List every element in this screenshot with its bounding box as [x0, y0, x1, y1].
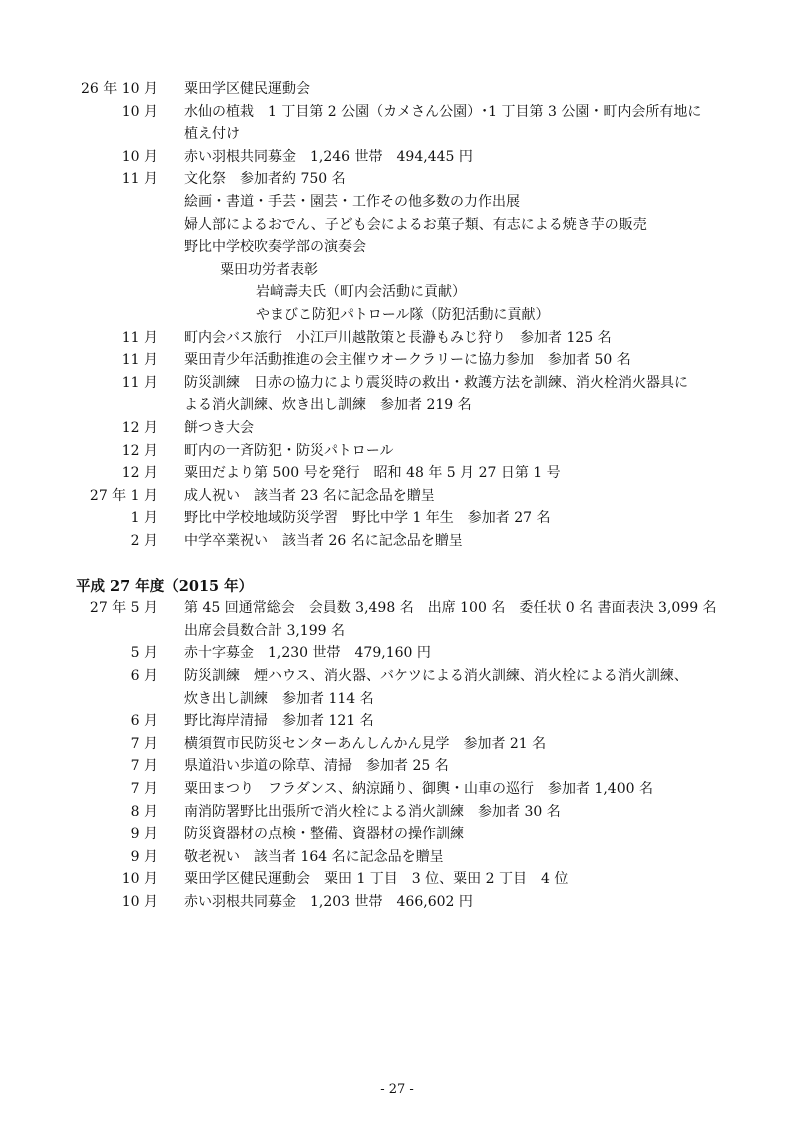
entry-date: 7 月: [130, 781, 158, 797]
entry-date: 7 月: [130, 758, 158, 775]
entry-date: 12 月: [121, 420, 158, 436]
entry-line: 粟田学区健民運動会: [184, 81, 310, 97]
entry-line: 絵画・書道・手芸・園芸・工作その他多数の力作出展: [184, 193, 520, 210]
entry-description: [184, 168, 729, 326]
entry-date: 10 月: [121, 894, 158, 910]
entry-line: 植え付け: [184, 126, 240, 143]
entry-description: [184, 755, 729, 778]
entry-date: 5 月: [130, 645, 158, 662]
entry-line: 成人祝い 該当者 23 名に記念品を贈呈: [184, 487, 435, 504]
entry-line: 水仙の植栽 1 丁目第 2 公園（カメさん公園）･1 丁目第 3 公園・町内会所有地に: [184, 103, 702, 120]
entry-line: 婦人部によるおでん、子ども会によるお菓子類、有志による焼き芋の販売: [184, 216, 647, 233]
entry-line: 第 45 回通常総会 会員数 3,498 名 出席 100 名 委任状 0 名 書面表決 3,099 名: [184, 600, 717, 617]
entry-date: 1 月: [130, 510, 158, 527]
entry-line: 南消防署野比出張所で消火栓による消火訓練 参加者 30 名: [184, 803, 561, 820]
entry-line: よる消火訓練、炊き出し訓練 参加者 219 名: [184, 397, 472, 414]
entry-line: 町内の一斉防犯・防災パトロール: [184, 442, 394, 459]
entry-description: [184, 417, 729, 440]
entry-date: 11 月: [121, 374, 158, 391]
entry-line: 敬老祝い 該当者 164 名に記念品を贈呈: [184, 848, 444, 865]
entry-line: 粟田功労者表彰: [220, 261, 318, 278]
entry-description: [184, 530, 729, 553]
entry-line: 粟田だより第 500 号を発行 昭和 48 年 5 月 27 日第 1 号: [184, 465, 561, 482]
entry-line: 文化祭 参加者約 750 名: [184, 171, 346, 188]
entry-description: [184, 327, 729, 350]
entry-date: 12 月: [121, 442, 158, 459]
entry-date: 27 年 5 月: [89, 600, 158, 617]
entry-description: [184, 146, 729, 169]
entry-description: [184, 778, 729, 801]
entry-date: 27 年 1 月: [89, 487, 158, 504]
entry-description: [184, 868, 729, 891]
entry-date: 11 月: [121, 352, 158, 369]
entry-date: 9 月: [130, 826, 158, 843]
entry-description: [184, 507, 729, 530]
entry-line: 出席会員数合計 3,199 名: [184, 622, 345, 639]
entry-date: 8 月: [130, 803, 158, 820]
section-title: 平成 27 年度（2015 年）: [76, 577, 254, 595]
entry-description: [184, 440, 729, 463]
entry-line: 県道沿い歩道の除草、清掃 参加者 25 名: [184, 758, 449, 775]
entry-line: 赤い羽根共同募金 1,203 世帯 466,602 円: [184, 894, 473, 910]
entry-date: 11 月: [121, 171, 158, 188]
entry-line: 粟田青少年活動推進の会主催ウオークラリーに協力参加 参加者 50 名: [184, 352, 631, 369]
entry-date: 26 年 10 月: [81, 81, 158, 97]
entry-line: 防災訓練 煙ハウス、消火器、バケツによる消火訓練、消火栓による消火訓練、: [184, 668, 688, 684]
entry-date: 6 月: [130, 713, 158, 730]
entry-line: 粟田まつり フラダンス、納涼踊り、御輿・山車の巡行 参加者 1,400 名: [184, 781, 653, 797]
entry-description: [184, 349, 729, 372]
entry-line: 岩﨑壽夫氏（町内会活動に貢献）: [256, 284, 466, 301]
entry-description: [184, 597, 729, 642]
entry-line: 餅つき大会: [184, 420, 254, 436]
entry-line: 中学卒業祝い 該当者 26 名に記念品を贈呈: [184, 533, 463, 549]
entry-description: [184, 462, 729, 485]
entry-description: [184, 801, 729, 824]
entry-line: 野比海岸清掃 参加者 121 名: [184, 713, 374, 730]
entry-description: [184, 78, 729, 101]
entry-description: [184, 891, 729, 914]
entry-line: 赤十字募金 1,230 世帯 479,160 円: [184, 645, 431, 662]
entry-description: [184, 846, 729, 869]
entry-date: 2 月: [130, 533, 158, 549]
entry-description: [184, 710, 729, 733]
entry-date: 10 月: [121, 148, 158, 165]
page-number: - 27 -: [380, 1082, 414, 1097]
entry-line: やまびこ防犯パトロール隊（防犯活動に貢献）: [256, 306, 550, 323]
entry-line: 横須賀市民防災センターあんしんかん見学 参加者 21 名: [184, 735, 547, 752]
entry-line: 野比中学校地域防災学習 野比中学 1 年生 参加者 27 名: [184, 510, 551, 527]
entry-date: 10 月: [121, 871, 158, 888]
entry-description: [184, 372, 729, 417]
entry-date: 12 月: [121, 465, 158, 482]
entry-description: [184, 823, 729, 846]
entry-description: [184, 642, 729, 665]
entry-line: 野比中学校吹奏学部の演奏会: [184, 239, 366, 256]
entry-line: 町内会バス旅行 小江戸川越散策と長瀞もみじ狩り 参加者 125 名: [184, 329, 612, 346]
entry-line: 赤い羽根共同募金 1,246 世帯 494,445 円: [184, 148, 473, 165]
entry-description: [184, 101, 729, 146]
entry-date: 10 月: [121, 103, 158, 120]
entry-description: [184, 485, 729, 508]
entry-line: 粟田学区健民運動会 粟田 1 丁目 3 位、粟田 2 丁目 4 位: [184, 871, 569, 888]
entry-date: 11 月: [121, 329, 158, 346]
entry-description: [184, 733, 729, 756]
entry-line: 防災訓練 日赤の協力により震災時の救出・救護方法を訓練、消火栓消火器具に: [184, 374, 688, 391]
entry-date: 7 月: [130, 735, 158, 752]
entry-date: 6 月: [130, 668, 158, 684]
entry-description: [184, 665, 729, 710]
entry-line: 防災資器材の点検・整備、資器材の操作訓練: [184, 826, 464, 843]
entry-date: 9 月: [130, 848, 158, 865]
entry-line: 炊き出し訓練 参加者 114 名: [184, 690, 374, 707]
